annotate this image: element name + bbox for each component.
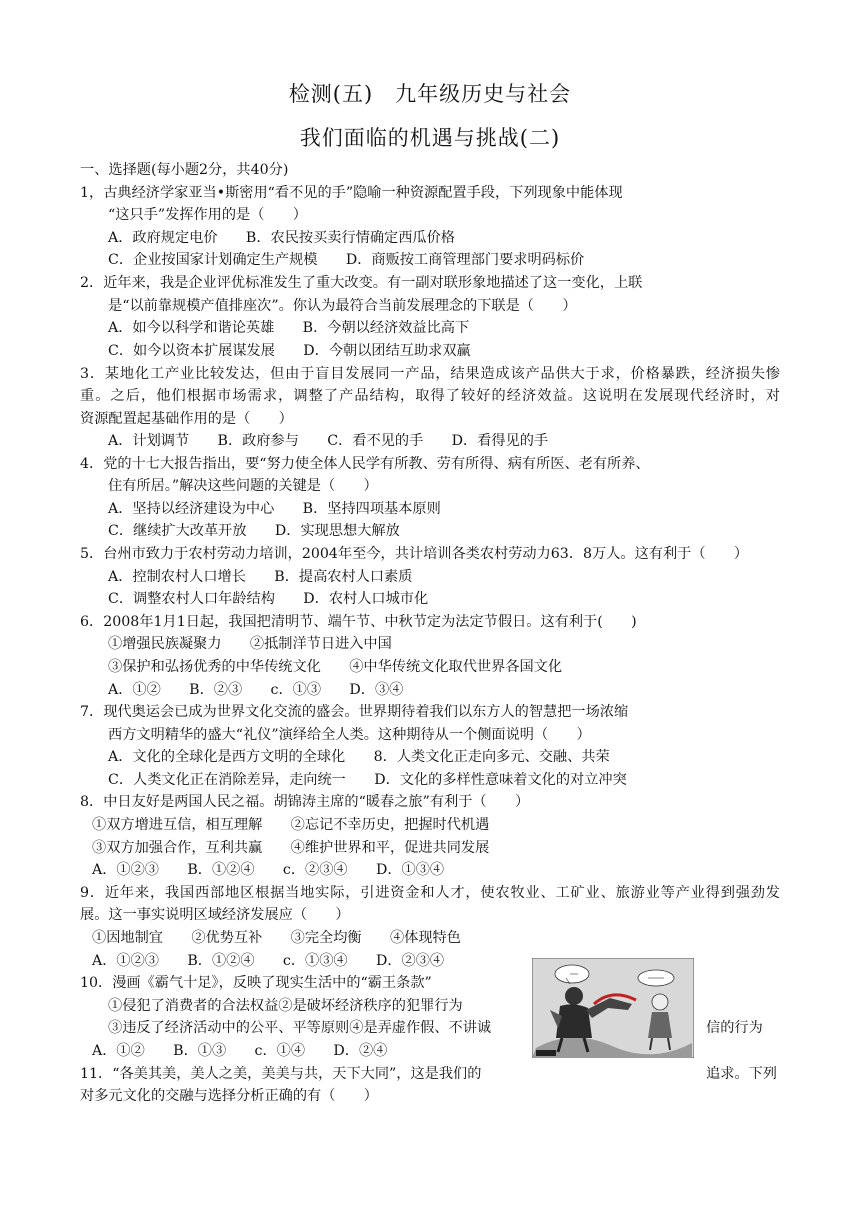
question-11-stem: 11．“各美其美，美人之美，美美与共，天下大同”，这是我们的 [80,1066,482,1082]
question-2-stem: 2．近年来，我是企业评优标准发生了重大改变。有一副对联形象地描述了这一变化，上联 [80,275,643,291]
question-6-items-34: ③保护和弘扬优秀的中华传统文化 ④中华传统文化取代世界各国文化 [108,659,563,675]
question-8-items-12: ①双方增进互信，相互理解 ②忘记不幸历史，把握时代机遇 [92,817,490,833]
question-6-options: A．①② B．②③ c．①③ D．③④ [108,682,404,698]
question-8-stem: 8．中日友好是两国人民之福。胡锦涛主席的“暖春之旅”有利于（ ） [80,794,530,810]
question-4-stem-cont: 住有所居。”解决这些问题的关键是（ ） [108,478,378,494]
question-7-options-cd: C．人类文化正在消除差异，走向统一 D．文化的多样性意味着文化的对立冲突 [108,772,627,788]
question-7-options-ab: A．文化的全球化是西方文明的全球化 8．人类文化正走向多元、交融、共荣 [108,749,610,765]
cartoon-image [532,958,694,1058]
question-1-stem-cont: “这只手”发挥作用的是（ ） [108,207,307,223]
question-2-options-ab: A．如今以科学和谐论英雄 B．今朝以经济效益比高下 [108,320,470,336]
question-11-stem-cont: 对多元文化的交融与选择分析正确的有（ ） [80,1088,378,1104]
question-1-options-ab: A．政府规定电价 B．农民按买卖行情确定西瓜价格 [108,230,455,246]
question-3-stem-end: 资源配置起基础作用的是（ ） [80,411,293,427]
question-4-options-ab: A．坚持以经济建设为中心 B．坚持四项基本原则 [108,501,441,517]
question-5-options-ab: A．控制农村人口增长 B．提高农村人口素质 [108,569,413,585]
question-9-options: A．①②③ B．①②④ c．①③④ D．②③④ [92,953,445,969]
question-5-stem: 5．台州市致力于农村劳动力培训，2004年至今，共计培训各类农村劳动力63．8万人。这有利于（ ） [80,546,749,562]
question-8-options: A．①②③ B．①②④ c．②③④ D．①③④ [92,862,445,878]
question-3-stem-cont: 重。之后，他们根据市场需求，调整了产品结构，取得了较好的经济效益。这说明在发展现代经济时，对 [80,388,780,404]
question-5-options-cd: C．调整农村人口年龄结构 D．农村人口城市化 [108,591,429,607]
question-11-stem-end: 追求。下列 [706,1066,777,1082]
question-7-stem: 7．现代奥运会已成为世界文化交流的盛会。世界期待着我们以东方人的智慧把一场浓缩 [80,704,629,720]
question-1-options-cd: C．企业按国家计划确定生产规模 D．商贩按工商管理部门要求明码标价 [108,252,585,268]
section-heading: 一、选择题(每小题2分，共40分) [80,162,289,178]
question-9-stem: 9．近年来，我国西部地区根据当地实际，引进资金和人才，使农牧业、工矿业、旅游业等产业得到强劲发 [80,885,780,901]
question-10-items-34: ③违反了经济活动中的公平、平等原则④是弄虚作假、不讲诚 [108,1020,492,1036]
question-2-stem-cont: 是“以前靠规模产值排座次”。你认为最符合当前发展理念的下联是（ ） [108,298,577,314]
question-9-stem-cont: 展。这一事实说明区域经济发展应（ ） [80,907,350,923]
question-10-items-12: ①侵犯了消费者的合法权益②是破坏经济秩序的犯罪行为 [108,998,463,1014]
question-8-items-34: ③双方加强合作，互利共赢 ④维护世界和平，促进共同发展 [92,840,490,856]
question-9-items: ①因地制宜 ②优势互补 ③完全均衡 ④体现特色 [92,930,461,946]
question-10-items-34-end: 信的行为 [706,1020,763,1036]
question-2-options-cd: C．如今以资本扩展谋发展 D．今朝以团结互助求双赢 [108,343,471,359]
question-3-options: A．计划调节 B．政府参与 C．看不见的手 D．看得见的手 [108,433,549,449]
page-subtitle: 我们面临的机遇与挑战(二) [299,126,561,150]
question-7-stem-cont: 西方文明精华的盛大“礼仪”演绎给全人类。这种期待从一个侧面说明（ ） [108,727,591,743]
question-6-items-12: ①增强民族凝聚力 ②抵制洋节日进入中国 [108,636,392,652]
question-3-stem: 3．某地化工产业比较发达，但由于盲目发展同一产品，结果造成该产品供大于求，价格暴跌，经济损失惨 [80,366,780,382]
question-10-stem: 10．漫画《霸气十足》，反映了现实生活中的“霸王条款” [80,975,432,991]
page-title: 检测(五) 九年级历史与社会 [288,82,572,106]
question-4-options-cd: C．继续扩大改革开放 D．实现思想大解放 [108,523,400,539]
question-6-stem: 6．2008年1月1日起，我国把清明节、端午节、中秋节定为法定节假日。这有利于( ) [80,614,637,630]
cartoon-illustration [532,958,694,1058]
question-10-options: A．①② B．①③ c．①④ D．②④ [92,1043,388,1059]
question-4-stem: 4．党的十七大报告指出，要“努力使全体人民学有所教、劳有所得、病有所医、老有所养、 [80,456,650,472]
question-1-stem: 1，古典经济学家亚当•斯密用“看不见的手”隐喻一种资源配置手段，下列现象中能体现 [80,185,623,201]
